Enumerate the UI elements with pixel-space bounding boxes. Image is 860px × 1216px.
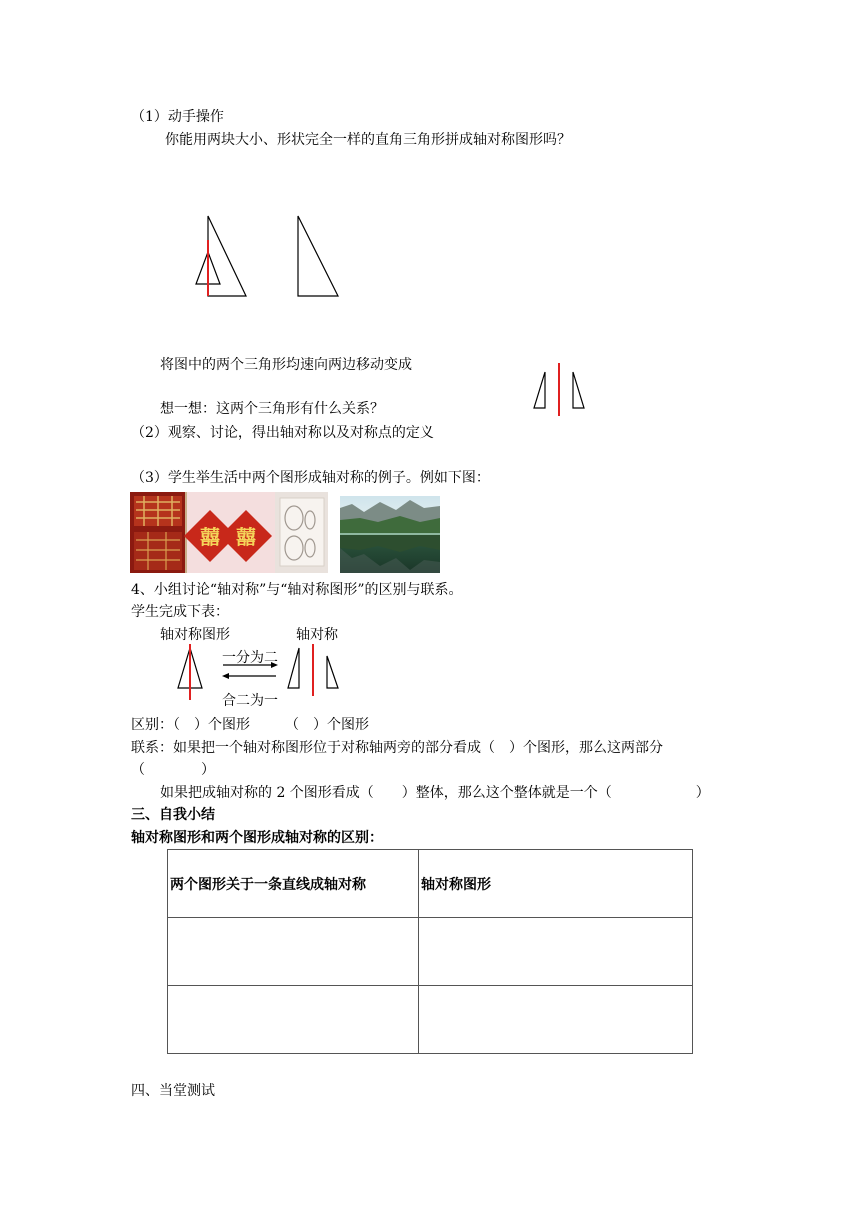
test-heading: 四、当堂测试 [131, 1083, 215, 1099]
table-row [168, 918, 693, 986]
label-axial-symmetry: 轴对称 [296, 627, 338, 643]
label-axisymmetric-figure: 轴对称图形 [160, 627, 230, 643]
table-cell [168, 918, 419, 986]
table-cell [419, 986, 693, 1054]
section1-think-text: 想一想：这两个三角形有什么关系？ [160, 401, 384, 417]
double-happiness-photo [130, 492, 328, 573]
summary-subheading: 轴对称图形和两个图形成轴对称的区别： [131, 830, 383, 846]
table-cell [419, 918, 693, 986]
double-happiness-glyph-1: 囍 [200, 525, 220, 549]
overlapping-triangles-figure [190, 210, 390, 310]
relation-line-1: 联系：如果把一个轴对称图形位于对称轴两旁的部分看成（ ）个图形，那么这两部分 [131, 740, 663, 756]
arrow-split-label: 一分为二 [222, 650, 278, 666]
arrow-merge-label: 合二为一 [222, 693, 278, 709]
double-happiness-glyph-2: 囍 [236, 525, 256, 549]
relation-line-3: 如果把成轴对称的 2 个图形看成（ ）整体，那么这个整体就是一个（ ） [160, 785, 710, 801]
relation-line-2: （ ） [131, 762, 215, 778]
table-cell [168, 986, 419, 1054]
section4-intro: 学生完成下表： [131, 604, 229, 620]
section4-heading: 4、小组讨论“轴对称”与“轴对称图形”的区别与联系。 [131, 582, 463, 598]
section1-move-text: 将图中的两个三角形均速向两边移动变成 [160, 357, 412, 373]
section1-question: 你能用两块大小、形状完全一样的直角三角形拼成轴对称图形吗？ [165, 132, 571, 148]
table-header-cell: 轴对称图形 [419, 850, 693, 918]
separated-triangles-figure [530, 360, 600, 420]
section2-heading: （2）观察、讨论，得出轴对称以及对称点的定义 [131, 425, 434, 441]
table-header-row [168, 850, 693, 918]
section1-heading: （1）动手操作 [131, 109, 224, 125]
section3-heading: （3）学生举生活中两个图形成轴对称的例子。例如下图： [131, 470, 490, 486]
table-header-cell: 两个图形关于一条直线成轴对称 [168, 850, 419, 918]
summary-heading: 三、自我小结 [131, 807, 215, 823]
lake-reflection-photo [340, 496, 440, 573]
difference-line: 区别：（ ）个图形 （ ）个图形 [131, 717, 369, 733]
summary-table [167, 849, 693, 1054]
table-row [168, 986, 693, 1054]
